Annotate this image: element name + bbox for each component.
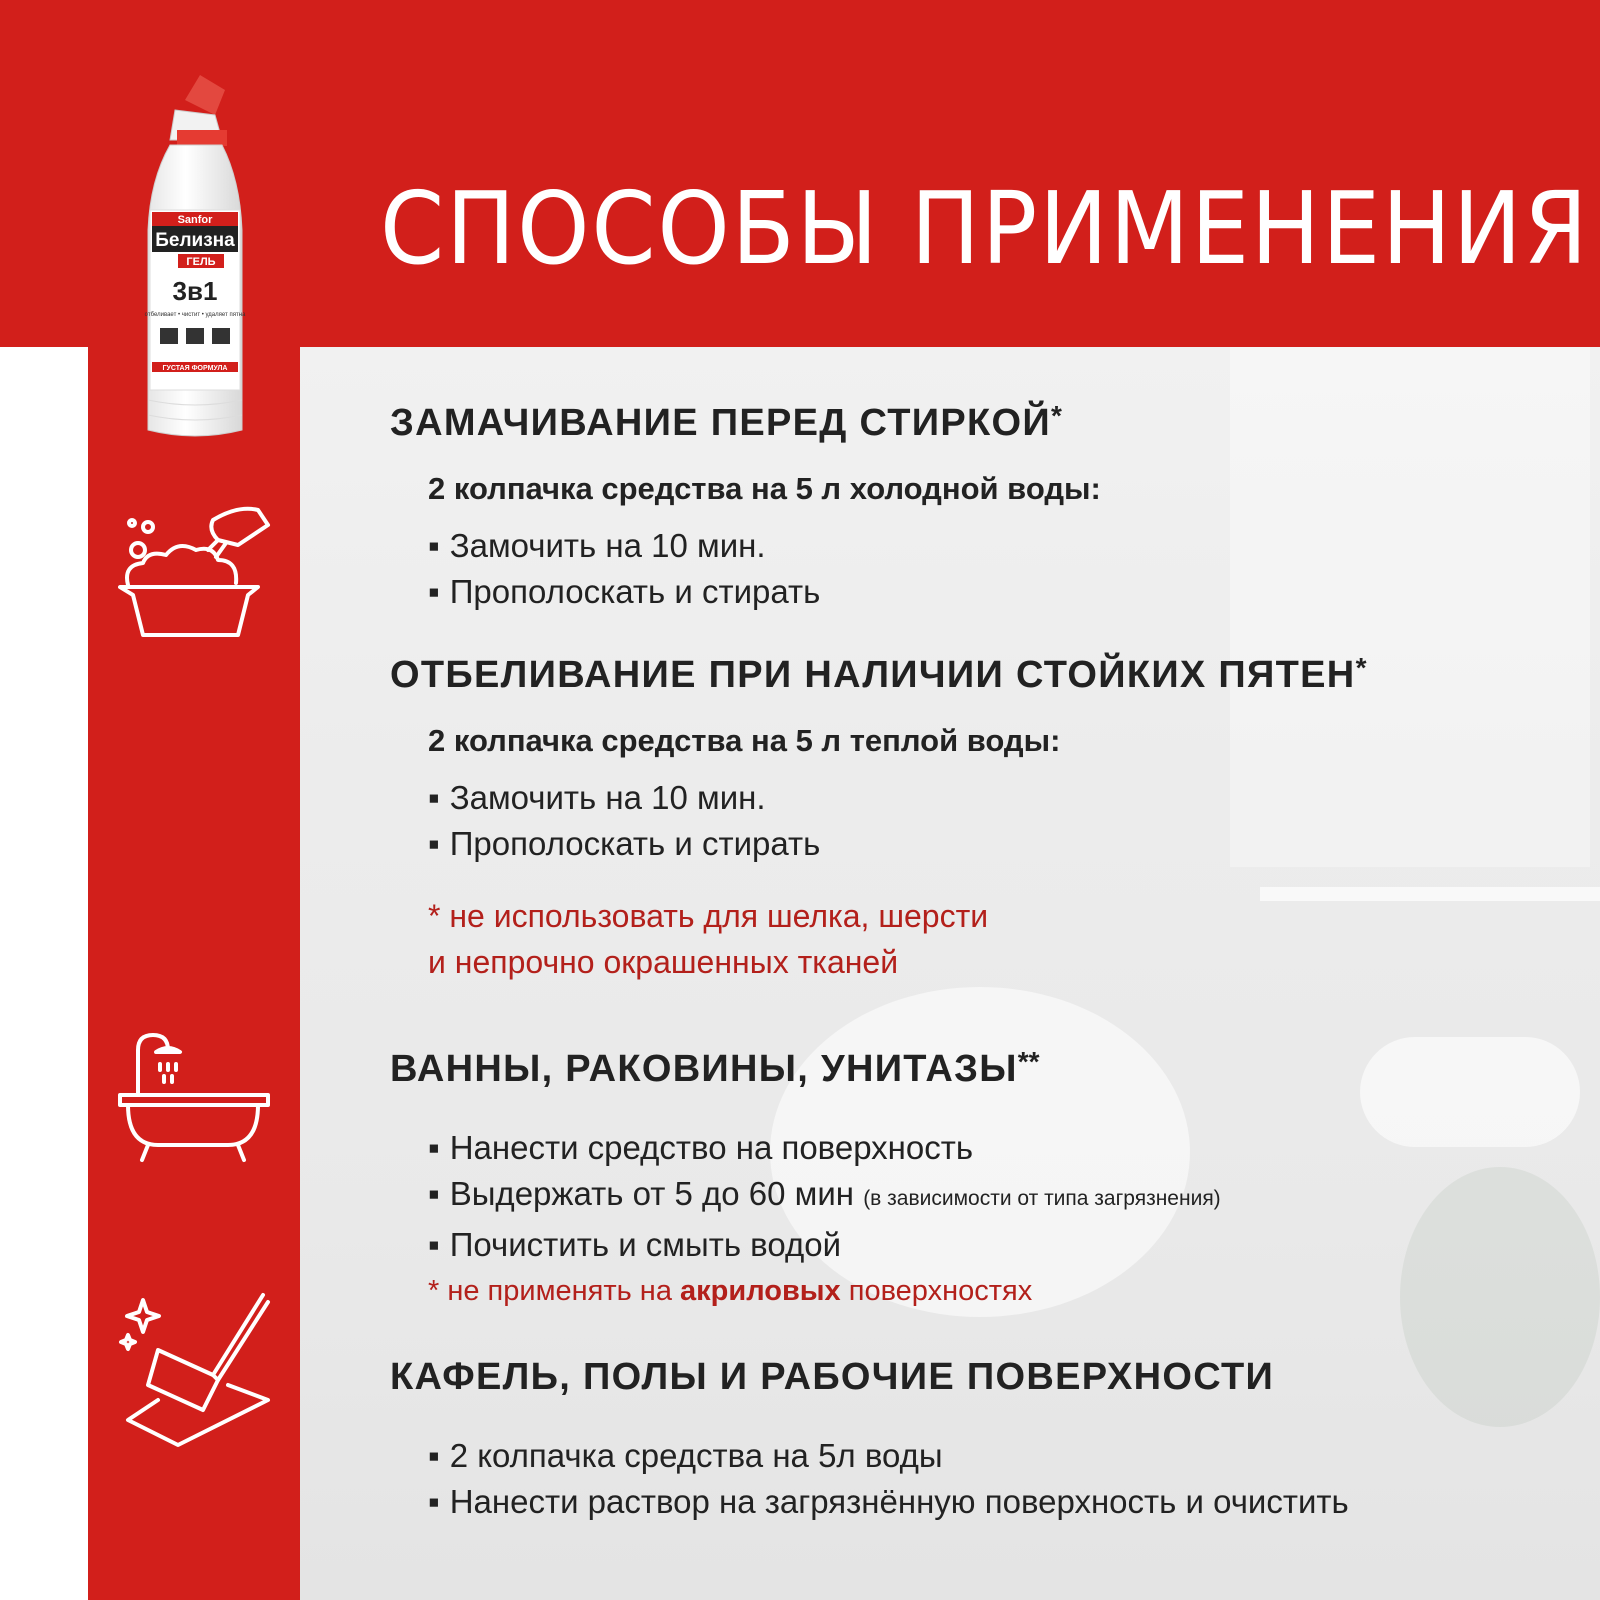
heading-text: ОТБЕЛИВАНИЕ ПРИ НАЛИЧИИ СТОЙКИХ ПЯТЕН: [390, 654, 1356, 696]
note-text: * не применять на: [428, 1275, 672, 1307]
bottle-claims: отбеливает • чистит • удаляет пятна: [144, 312, 246, 318]
list-item: ▪ Нанести средство на поверхность: [428, 1125, 1570, 1171]
section-heading: [390, 1046, 1570, 1091]
list-item: ▪ Нанести раствор на загрязнённую поверхность и очистить: [428, 1479, 1570, 1525]
mop-floor-icon: [118, 1290, 278, 1450]
section-bath: [390, 1046, 1570, 1314]
dosage-text: 2 колпачка средства на 5 л холодной воды:: [428, 471, 1101, 506]
footnote-mark: **: [1017, 1046, 1040, 1077]
dosage-text: 2 колпачка средства на 5 л теплой воды:: [428, 723, 1061, 758]
section-floors: [390, 1356, 1570, 1525]
list-item: ▪ 2 колпачка средства на 5л воды: [428, 1433, 1570, 1479]
bottle-badge: 3в1: [172, 276, 218, 306]
footnote-mark: *: [1051, 400, 1062, 431]
section-heading: [390, 652, 1570, 697]
list-item: ▪ Прополоскать и стирать: [428, 821, 1570, 867]
warning-note: * не использовать для шелка, шерсти: [428, 898, 989, 934]
page-title: СПОСОБЫ ПРИМЕНЕНИЯ: [380, 170, 1590, 287]
product-bottle: [130, 70, 260, 450]
warning-note: и непрочно окрашенных тканей: [428, 944, 899, 980]
bathtub-shower-icon: [118, 1030, 278, 1170]
heading-text: КАФЕЛЬ, ПОЛЫ И РАБОЧИЕ ПОВЕРХНОСТИ: [390, 1356, 1275, 1398]
list-item: ▪ Замочить на 10 мин.: [428, 523, 1570, 569]
section-heading: [390, 400, 1570, 445]
section-whitening: [390, 652, 1570, 985]
bottle-formula: ГУСТАЯ ФОРМУЛА: [162, 365, 228, 372]
heading-text: ЗАМАЧИВАНИЕ ПЕРЕД СТИРКОЙ: [390, 402, 1052, 444]
list-item: ▪ Прополоскать и стирать: [428, 569, 1570, 615]
note-emphasis: акриловых: [680, 1275, 841, 1307]
bottle-type: ГЕЛЬ: [186, 256, 216, 268]
list-item: ▪ Замочить на 10 мин.: [428, 775, 1570, 821]
section-soaking: [390, 400, 1570, 615]
heading-text: ВАННЫ, РАКОВИНЫ, УНИТАЗЫ: [390, 1048, 1018, 1090]
list-item: ▪ Почистить и смыть водой: [428, 1222, 1570, 1268]
warning-note: [428, 1268, 1570, 1314]
soaking-basin-icon: [118, 505, 278, 655]
bottle-name: Белизна: [155, 230, 235, 251]
footnote-mark: *: [1355, 652, 1367, 683]
list-item-hint: (в зависимости от типа загрязнения): [863, 1187, 1221, 1210]
bottle-brand: Sanfor: [177, 214, 213, 226]
list-item: [428, 1171, 1570, 1222]
note-text: поверхностях: [848, 1275, 1033, 1307]
list-item-text: Выдержать от 5 до 60 мин: [449, 1175, 855, 1212]
section-heading: [390, 1356, 1570, 1399]
